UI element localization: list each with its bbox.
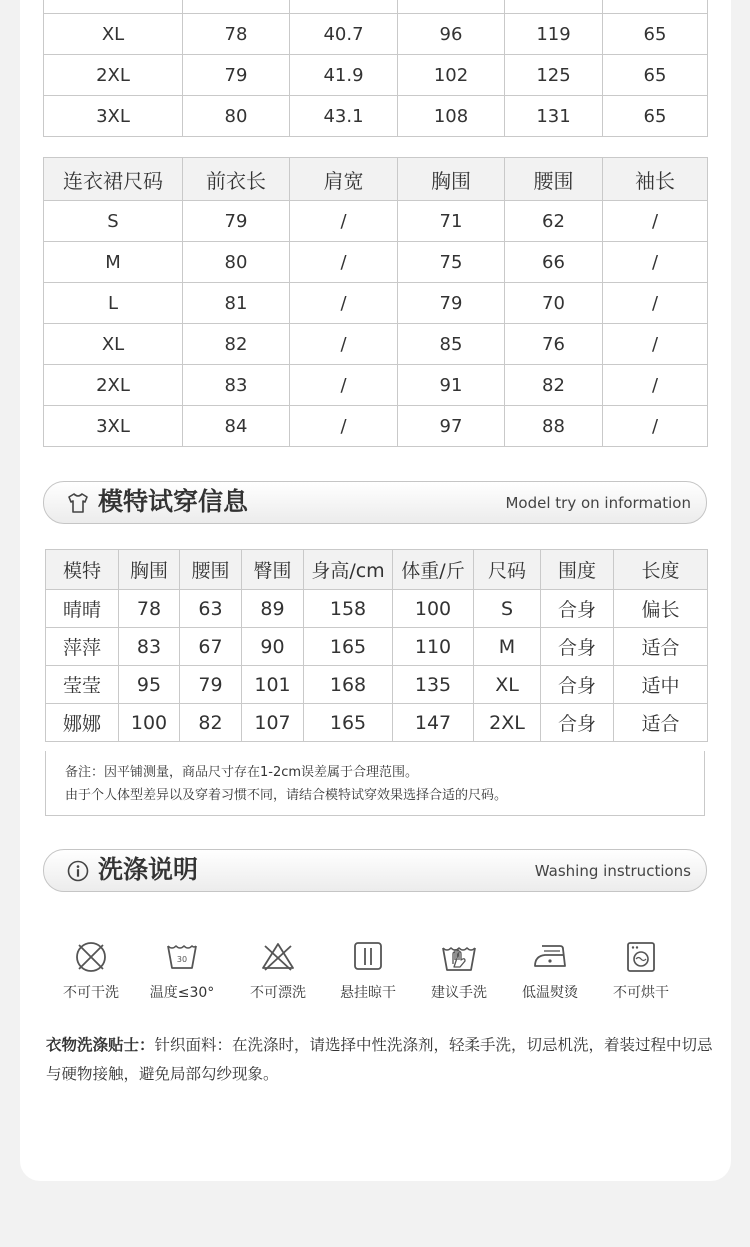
table-row xyxy=(44,0,708,14)
table-row: 2XL 83 / 91 82 / xyxy=(44,365,708,406)
table-row: 3XL 84 / 97 88 / xyxy=(44,406,708,447)
measurement-note xyxy=(45,751,705,816)
note-line: 备注：因平铺测量，商品尺寸存在1-2cm误差属于合理范围。 xyxy=(65,765,419,780)
table-row: M 80 / 75 66 / xyxy=(44,242,708,283)
washing-banner xyxy=(43,849,707,892)
table-header-row: 模特 胸围 腰围 臀围 身高/cm 体重/斤 尺码 围度 长度 xyxy=(46,550,708,590)
table-row: 萍萍 83 67 90 165 110 M 合身 适合 xyxy=(46,628,708,666)
model-table xyxy=(45,549,708,742)
table-header-row: 连衣裙尺码 前衣长 肩宽 胸围 腰围 袖长 xyxy=(44,158,708,201)
top-size-table xyxy=(43,0,708,137)
wash-item-low-iron xyxy=(505,938,595,1002)
wash-item-no-tumble-dry xyxy=(596,938,686,1002)
table-row: L 81 / 79 70 / xyxy=(44,283,708,324)
table-row: S 79 / 71 62 / xyxy=(44,201,708,242)
tshirt-icon xyxy=(66,491,90,515)
no-dry-clean-icon xyxy=(73,938,109,976)
washing-section-title: 洗涤说明 xyxy=(98,855,199,884)
model-section-subtitle: Model try on information xyxy=(505,494,691,512)
note-line: 由于个人体型差异以及穿着习惯不同，请结合模特试穿效果选择合适的尺码。 xyxy=(65,788,508,803)
svg-text:30: 30 xyxy=(176,955,188,964)
wash-item-no-dry-clean xyxy=(46,938,136,1002)
wash-30-icon xyxy=(164,938,200,976)
hand-wash-icon xyxy=(439,938,479,976)
table-row: XL 78 40.7 96 119 65 xyxy=(44,14,708,55)
wash-item-hang-dry xyxy=(323,938,413,1002)
wash-label: 温度≤30° xyxy=(149,985,215,1001)
low-iron-icon xyxy=(530,938,570,976)
model-info-banner xyxy=(43,481,707,524)
table-row: XL 82 / 85 76 / xyxy=(44,324,708,365)
wash-label: 不可烘干 xyxy=(613,985,669,1001)
table-row: 晴晴 78 63 89 158 100 S 合身 偏长 xyxy=(46,590,708,628)
wash-item-hand-wash xyxy=(414,938,504,1002)
table-row: 2XL 79 41.9 102 125 65 xyxy=(44,55,708,96)
info-icon xyxy=(66,859,90,883)
no-bleach-icon xyxy=(259,938,297,976)
wash-item-temperature xyxy=(137,938,227,1002)
table-row: 娜娜 100 82 107 165 147 2XL 合身 适合 xyxy=(46,704,708,742)
wash-label: 建议手洗 xyxy=(431,985,487,1001)
wash-label: 低温熨烫 xyxy=(522,985,578,1001)
dress-size-table xyxy=(43,157,708,447)
tips-label: 衣物洗涤贴士： xyxy=(46,1036,155,1054)
wash-label: 不可干洗 xyxy=(63,985,119,1001)
hang-dry-icon xyxy=(350,938,386,976)
wash-item-no-bleach xyxy=(233,938,323,1002)
table-row: 莹莹 95 79 101 168 135 XL 合身 适中 xyxy=(46,666,708,704)
table-row: 3XL 80 43.1 108 131 65 xyxy=(44,96,708,137)
wash-label: 不可漂洗 xyxy=(250,985,306,1001)
washing-section-subtitle: Washing instructions xyxy=(534,862,691,880)
no-tumble-dry-icon xyxy=(623,938,659,976)
wash-label: 悬挂晾干 xyxy=(340,985,396,1001)
tips-text: 针织面料：在洗涤时，请选择中性洗涤剂，轻柔手洗，切忌机洗，着装过程中切忌与硬物接触，避免局部勾纱现象。 xyxy=(46,1036,713,1083)
model-section-title: 模特试穿信息 xyxy=(98,487,249,516)
washing-tips xyxy=(46,1031,714,1089)
